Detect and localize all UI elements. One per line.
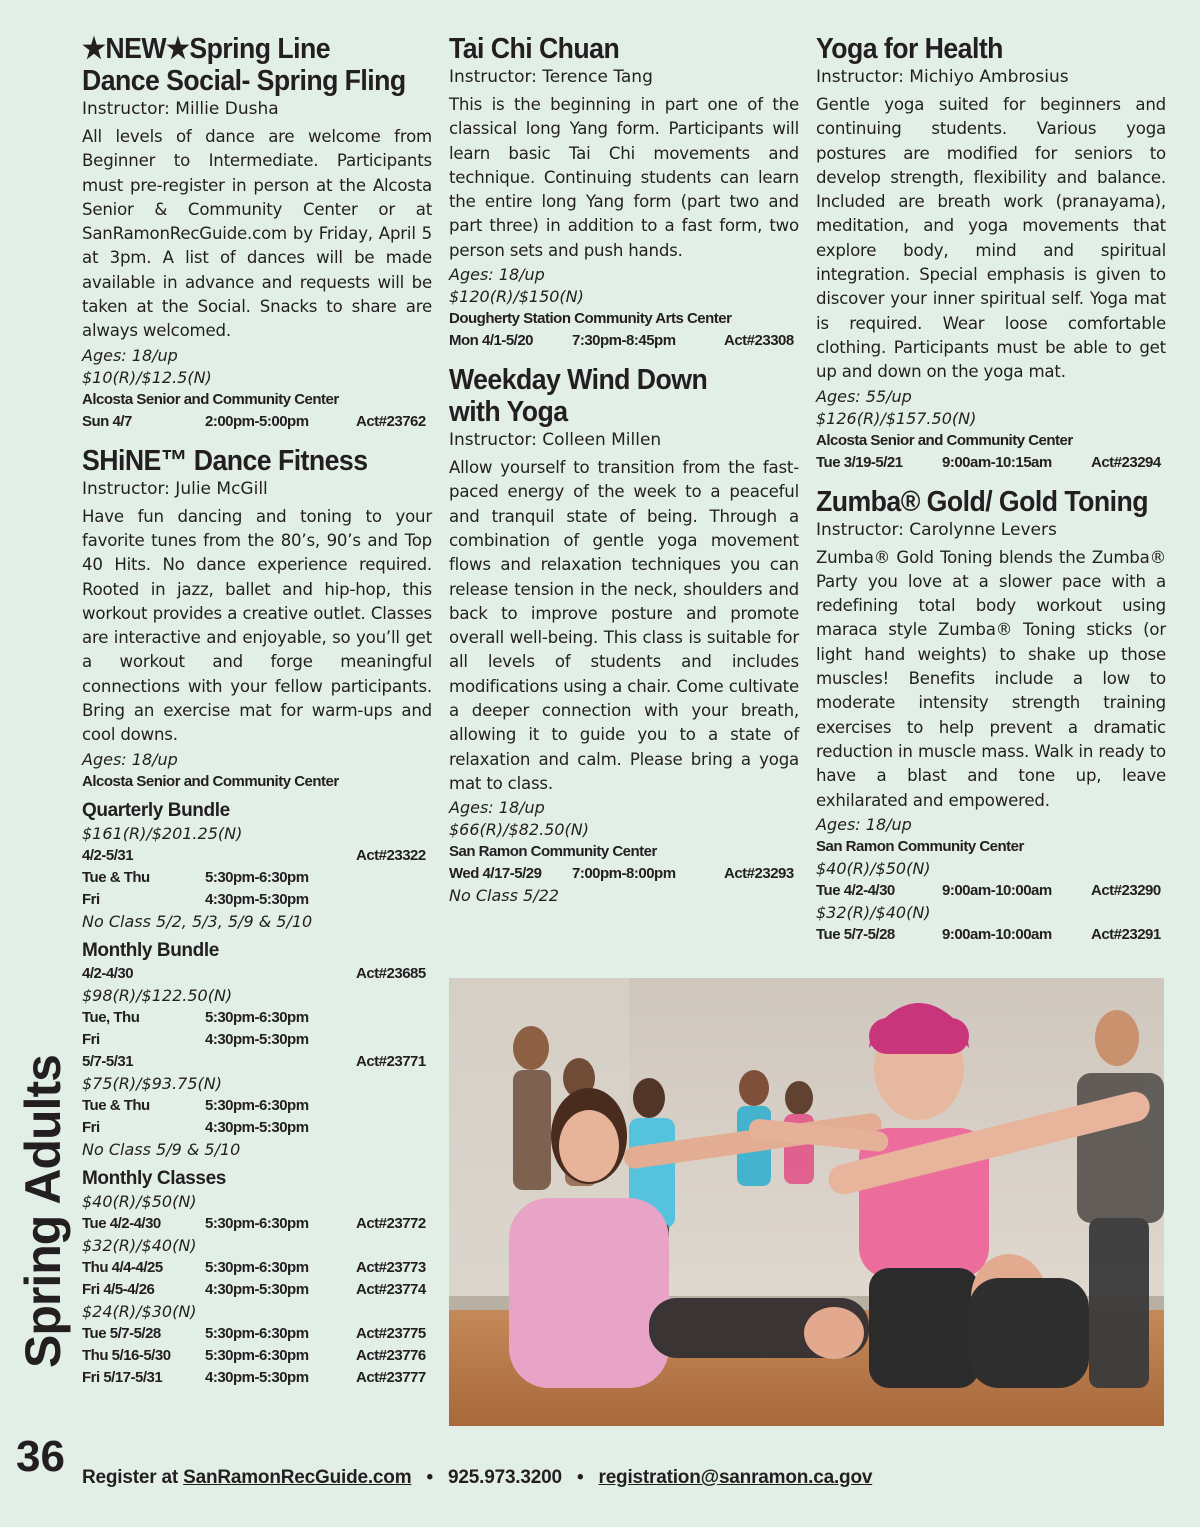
yoga-class-photo — [449, 978, 1164, 1426]
section-title: Weekday Wind Down — [449, 364, 708, 397]
location: Alcosta Senior and Community Center — [82, 390, 339, 408]
activity-number: Act#23776 — [356, 1346, 426, 1364]
activity-number: Act#23685 — [356, 964, 426, 982]
bullet-separator: • — [576, 1467, 584, 1488]
activity-number: Act#23774 — [356, 1280, 426, 1298]
schedule-row — [82, 867, 432, 889]
fee: $66(R)/$82.50(N) — [449, 820, 589, 840]
schedule-row — [816, 924, 1166, 946]
ages: Ages: 18/up — [82, 345, 178, 365]
schedule-time: 5:30pm-6:30pm — [205, 1258, 309, 1276]
schedule-date: Tue & Thu — [82, 1096, 150, 1114]
description: Allow yourself to transition from the fast-paced energy of the week to a peaceful and tranquil state of being. Through a combination of gentle yoga movement flows and relaxation techniques you can release tension in the neck, shoulders and back to improve posture and promote overall well-being. This class is suitable for all levels of students and includes modifications using a chair. Come cultivate a deeper connection with your breath, allowing it to guide you to a state of relaxation and calm. Please bring a yoga mat to class. — [449, 458, 799, 793]
note: No Class 5/22 — [449, 886, 559, 906]
monthly-bundle-heading: Monthly Bundle — [82, 939, 219, 961]
schedule-row — [82, 1367, 432, 1389]
schedule-row — [82, 1345, 432, 1367]
note: No Class 5/2, 5/3, 5/9 & 5/10 — [82, 911, 313, 931]
description: Have fun dancing and toning to your favorite tunes from the 80’s, 90’s and Top 40 Hits. No dance experience required. Rooted in jazz, ballet and hip-hop, this workout provides a creative outlet. Classes are interactive and enjoyable, so you’ll get a workout and forge meaningful connections with your fellow participants. Bring an exercise mat for warm-ups and cool downs. — [82, 506, 432, 745]
schedule-time: 7:00pm-8:00pm — [572, 865, 676, 883]
schedule-row — [82, 411, 432, 433]
dance-social-section — [82, 33, 432, 433]
schedule-row — [82, 1257, 432, 1279]
instructor: Instructor: Terence Tang — [449, 67, 653, 87]
schedule-time: 4:30pm-5:30pm — [205, 1280, 309, 1298]
schedule-row — [82, 1323, 432, 1345]
instructor: Instructor: Colleen Millen — [449, 430, 662, 451]
quarterly-bundle-heading: Quarterly Bundle — [82, 799, 230, 821]
fee: $10(R)/$12.5(N) — [82, 367, 212, 387]
activity-number: Act#23772 — [356, 1214, 426, 1232]
activity-number: Act#23291 — [1091, 925, 1161, 943]
schedule-date: Tue 4/2-4/30 — [82, 1214, 161, 1232]
schedule-time: 5:30pm-6:30pm — [205, 1214, 309, 1232]
schedule-date: Thu 4/4-4/25 — [82, 1258, 163, 1276]
email-link[interactable]: registration@sanramon.ca.gov — [598, 1467, 873, 1488]
fee: $98(R)/$122.50(N) — [82, 985, 233, 1005]
column-1 — [82, 33, 432, 1389]
ages: Ages: 55/up — [816, 386, 912, 406]
schedule-time: 4:30pm-5:30pm — [205, 1030, 309, 1048]
schedule-date: 4/2-5/31 — [82, 846, 134, 864]
monthly-classes-heading: Monthly Classes — [82, 1167, 226, 1189]
page-number: 36 — [16, 1432, 65, 1481]
column-3 — [816, 33, 1166, 946]
schedule-date: Thu 5/16-5/30 — [82, 1346, 171, 1364]
section-title: ★NEW★Spring Line — [82, 33, 330, 65]
schedule-row — [82, 1051, 432, 1073]
yoga-class-illustration — [449, 978, 1164, 1426]
fee: $24(R)/$30(N) — [82, 1301, 197, 1321]
section-title: Yoga for Health — [816, 33, 1003, 65]
schedule-row — [449, 330, 799, 352]
description: Gentle yoga suited for beginners and continuing students. Various yoga postures are modified for seniors to develop strength, flexibility and balance. Included are breath work (pranayama), meditation, and yoga movements that explore body, mind and spiritual integration. Special emphasis is given to discover your inner spiritual self. Yoga mat is required. Wear loose comfortable clothing. Participants must be able to get up and down on the yoga mat. — [816, 95, 1166, 382]
fee: $40(R)/$50(N) — [82, 1191, 197, 1211]
schedule-time: 5:30pm-6:30pm — [205, 1096, 309, 1114]
schedule-date: Fri 4/5-4/26 — [82, 1280, 155, 1298]
schedule-row — [82, 1279, 432, 1301]
location: Alcosta Senior and Community Center — [82, 772, 339, 790]
section-title: SHiNE™ Dance Fitness — [82, 444, 368, 477]
schedule-date: Fri — [82, 890, 100, 908]
schedule-time: 2:00pm-5:00pm — [205, 412, 309, 430]
bullet-separator: • — [426, 1467, 433, 1488]
activity-number: Act#23762 — [356, 412, 426, 430]
schedule-time: 9:00am-10:00am — [942, 925, 1052, 943]
instructor: Instructor: Millie Dusha — [82, 99, 279, 119]
description: This is the beginning in part one of the classical long Yang form. Participants will learn basic Tai Chi movements and technique. Continuing students can learn the entire long Yang form (part two and part three) in addition to a fast form, two person sets and push hands. — [449, 95, 799, 260]
activity-number: Act#23775 — [356, 1324, 426, 1342]
schedule-date: Wed 4/17-5/29 — [449, 865, 542, 883]
schedule-date: Tue, Thu — [82, 1008, 140, 1026]
schedule-date: Tue 5/7-5/28 — [816, 925, 895, 943]
schedule-time: 9:00am-10:15am — [942, 453, 1052, 471]
activity-number: Act#23322 — [356, 846, 426, 864]
ages: Ages: 18/up — [449, 265, 545, 285]
location: Dougherty Station Community Arts Center — [449, 310, 732, 328]
activity-number: Act#23777 — [356, 1368, 426, 1386]
activity-number: Act#23771 — [356, 1052, 426, 1070]
schedule-row — [82, 963, 432, 985]
schedule-date: 4/2-4/30 — [82, 964, 134, 982]
schedule-date: Fri 5/17-5/31 — [82, 1368, 163, 1386]
website-link[interactable]: SanRamonRecGuide.com — [183, 1467, 412, 1488]
fee: $120(R)/$150(N) — [449, 287, 584, 307]
section-title-line2: with Yoga — [449, 396, 568, 429]
location: San Ramon Community Center — [816, 837, 1024, 855]
ages: Ages: 18/up — [449, 798, 545, 818]
instructor: Instructor: Michiyo Ambrosius — [816, 67, 1069, 87]
fee: $161(R)/$201.25(N) — [82, 823, 243, 843]
schedule-time: 5:30pm-6:30pm — [205, 1008, 309, 1026]
ages: Ages: 18/up — [816, 814, 912, 834]
schedule-time: 5:30pm-6:30pm — [205, 868, 309, 886]
schedule-row — [82, 845, 432, 867]
schedule-row — [816, 880, 1166, 902]
schedule-time: 4:30pm-5:30pm — [205, 890, 309, 908]
schedule-date: Tue & Thu — [82, 868, 150, 886]
schedule-date: Mon 4/1-5/20 — [449, 332, 534, 350]
fee: $40(R)/$50(N) — [816, 858, 931, 878]
schedule-time: 9:00am-10:00am — [942, 881, 1052, 899]
phone-number: 925.973.3200 — [448, 1467, 562, 1488]
taichi-section — [449, 33, 799, 352]
schedule-row — [82, 1117, 432, 1139]
location: San Ramon Community Center — [449, 843, 657, 861]
schedule-date: Tue 3/19-5/21 — [816, 453, 903, 471]
instructor: Instructor: Julie McGill — [82, 478, 268, 499]
column-2 — [449, 33, 799, 907]
section-sidebar-title: Spring Adults — [15, 1055, 71, 1368]
activity-number: Act#23293 — [724, 865, 794, 883]
schedule-time: 4:30pm-5:30pm — [205, 1118, 309, 1136]
location: Alcosta Senior and Community Center — [816, 431, 1073, 449]
schedule-time: 7:30pm-8:45pm — [572, 332, 676, 350]
schedule-time: 4:30pm-5:30pm — [205, 1368, 309, 1386]
note: No Class 5/9 & 5/10 — [82, 1139, 241, 1159]
schedule-date: Tue 5/7-5/28 — [82, 1324, 161, 1342]
schedule-row — [816, 452, 1166, 474]
fee: $32(R)/$40(N) — [82, 1235, 197, 1255]
instructor: Instructor: Carolynne Levers — [816, 519, 1057, 540]
schedule-date: Tue 4/2-4/30 — [816, 881, 895, 899]
fee: $126(R)/$157.50(N) — [816, 408, 977, 428]
description: All levels of dance are welcome from Beginner to Intermediate. Participants must pre-register in person at the Alcosta Senior & Community Center or at SanRamonRecGuide.com by Friday, April 5 at 3pm. A list of dances will be made available in advance and requests will be taken at the Social. Snacks to share are always welcomed. — [82, 127, 432, 341]
activity-number: Act#23294 — [1091, 453, 1161, 471]
schedule-date: Fri — [82, 1030, 100, 1048]
section-title-line2: Dance Social- Spring Fling — [82, 65, 406, 97]
activity-number: Act#23773 — [356, 1258, 426, 1276]
zumba-section — [816, 486, 1166, 946]
schedule-row — [82, 889, 432, 911]
schedule-date: Sun 4/7 — [82, 412, 132, 430]
activity-number: Act#23290 — [1091, 881, 1161, 899]
schedule-time: 5:30pm-6:30pm — [205, 1324, 309, 1342]
schedule-row — [82, 1007, 432, 1029]
description: Zumba® Gold Toning blends the Zumba® Party you love at a slower pace with a redefining total body workout using maraca style Zumba® Toning sticks (or light hand weights) to shake up those muscles! Benefits include a low to moderate intensity strength training exercises to help prevent a dramatic reduction in muscle mass. Walk in ready to have a blast and tone up, leave exhilarated and empowered. — [816, 547, 1166, 810]
section-title: Tai Chi Chuan — [449, 33, 620, 65]
winddown-section — [449, 364, 799, 907]
schedule-row — [449, 863, 799, 885]
ages: Ages: 18/up — [82, 749, 178, 769]
schedule-time: 5:30pm-6:30pm — [205, 1346, 309, 1364]
section-title: Zumba® Gold/ Gold Toning — [816, 485, 1148, 518]
fee: $32(R)/$40(N) — [816, 902, 931, 922]
schedule-row — [82, 1029, 432, 1051]
schedule-row — [82, 1095, 432, 1117]
register-label: Register at — [82, 1467, 179, 1488]
activity-number: Act#23308 — [724, 332, 794, 350]
schedule-date: Fri — [82, 1118, 100, 1136]
fee: $75(R)/$93.75(N) — [82, 1073, 222, 1093]
schedule-date: 5/7-5/31 — [82, 1052, 134, 1070]
shine-section — [82, 445, 432, 1389]
schedule-row — [82, 1213, 432, 1235]
footer — [82, 1466, 872, 1490]
yoga-section — [816, 33, 1166, 474]
